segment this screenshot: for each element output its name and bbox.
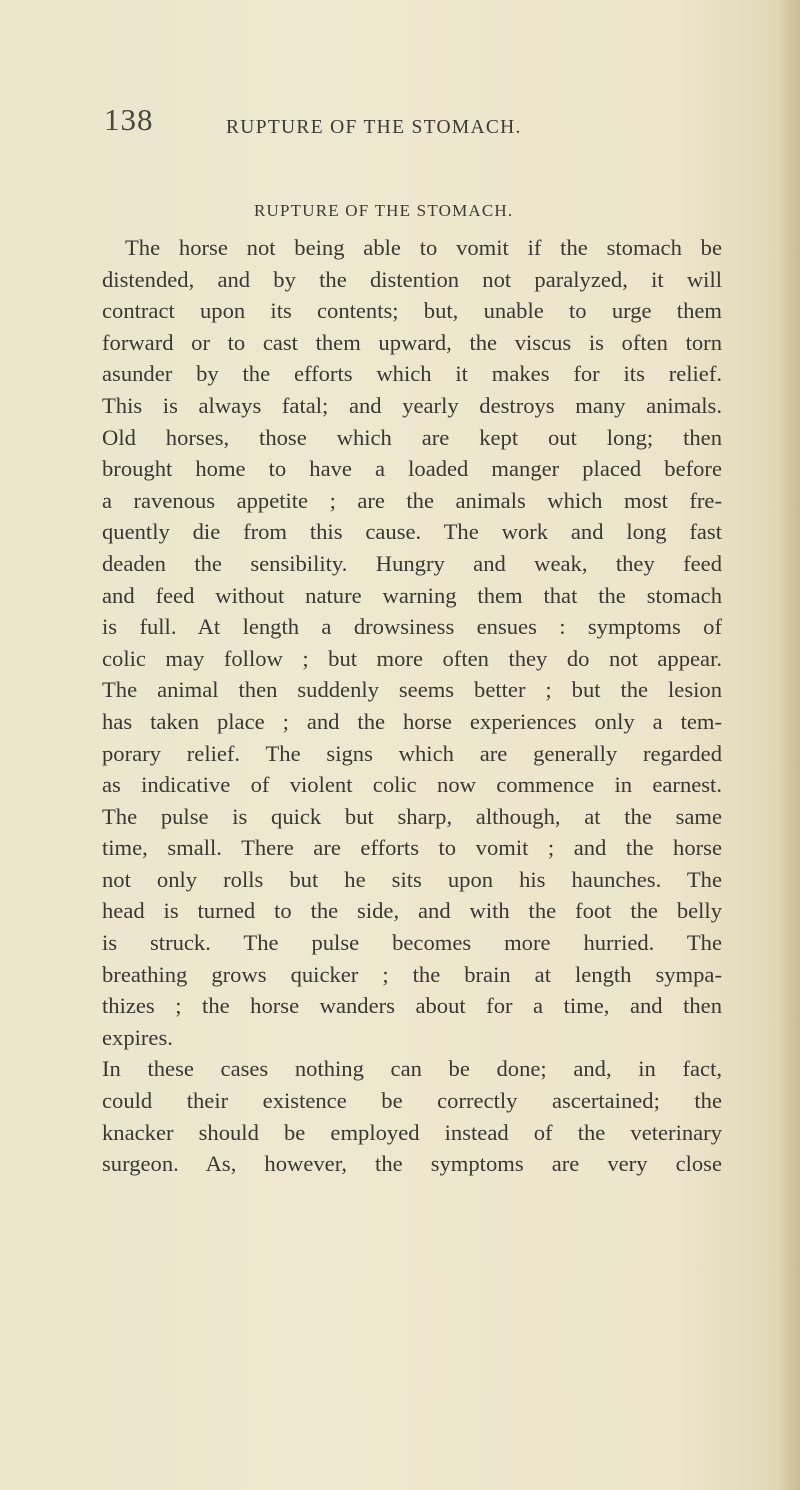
text-line: as indicative of violent colic now commence in earnest. bbox=[102, 772, 722, 798]
text-line: colic may follow ; but more often they do not appear. bbox=[102, 645, 722, 671]
text-line: could their existence be correctly ascertained; the bbox=[102, 1088, 722, 1114]
text-line: The horse not being able to vomit if the stomach be bbox=[125, 235, 722, 260]
text-line: porary relief. The signs which are generally regarded bbox=[102, 740, 722, 766]
text-line: The animal then suddenly seems better ; but the lesion bbox=[102, 677, 722, 703]
text-line: is full. At length a drowsiness ensues : symptoms of bbox=[102, 614, 722, 640]
text-line: distended, and by the distention not paralyzed, it will bbox=[102, 266, 722, 292]
text-line: and feed without nature warning them that the stomach bbox=[102, 582, 722, 608]
text-line: Old horses, those which are kept out long; then bbox=[102, 424, 722, 450]
text-line: time, small. There are efforts to vomit ; and the horse bbox=[102, 835, 722, 861]
text-line: expires. bbox=[102, 1024, 173, 1050]
page-edge-shadow bbox=[778, 0, 800, 1490]
paragraph bbox=[102, 232, 722, 1053]
text-line: head is turned to the side, and with the foot the belly bbox=[102, 898, 722, 924]
text-line: This is always fatal; and yearly destroys many animals. bbox=[102, 392, 722, 418]
text-line: The pulse is quick but sharp, although, at the same bbox=[102, 803, 722, 829]
text-line: deaden the sensibility. Hungry and weak, they feed bbox=[102, 550, 722, 576]
text-line: has taken place ; and the horse experiences only a tem- bbox=[102, 708, 722, 734]
text-line: asunder by the efforts which it makes for its relief. bbox=[102, 361, 722, 387]
running-title: RUPTURE OF THE STOMACH. bbox=[226, 117, 522, 138]
text-line: not only rolls but he sits upon his haunches. The bbox=[102, 866, 722, 892]
text-line: knacker should be employed instead of the veterinary bbox=[102, 1119, 722, 1145]
text-line: breathing grows quicker ; the brain at length sympa- bbox=[102, 961, 722, 987]
text-line: surgeon. As, however, the symptoms are very close bbox=[102, 1151, 722, 1177]
text-line: is struck. The pulse becomes more hurried. The bbox=[102, 930, 722, 956]
text-line: In these cases nothing can be done; and, in fact, bbox=[102, 1056, 722, 1082]
body-text bbox=[102, 232, 722, 1180]
text-line: a ravenous appetite ; are the animals which most fre- bbox=[102, 487, 722, 513]
paragraph bbox=[102, 1053, 722, 1179]
text-line: forward or to cast them upward, the viscus is often torn bbox=[102, 329, 722, 355]
text-line: contract upon its contents; but, unable to urge them bbox=[102, 298, 722, 324]
text-line: quently die from this cause. The work and long fast bbox=[102, 519, 722, 545]
section-heading: RUPTURE OF THE STOMACH. bbox=[254, 201, 514, 220]
text-line: brought home to have a loaded manger placed before bbox=[102, 456, 722, 482]
text-line: thizes ; the horse wanders about for a time, and then bbox=[102, 993, 722, 1019]
running-head bbox=[0, 102, 800, 142]
page-number: 138 bbox=[104, 102, 154, 137]
